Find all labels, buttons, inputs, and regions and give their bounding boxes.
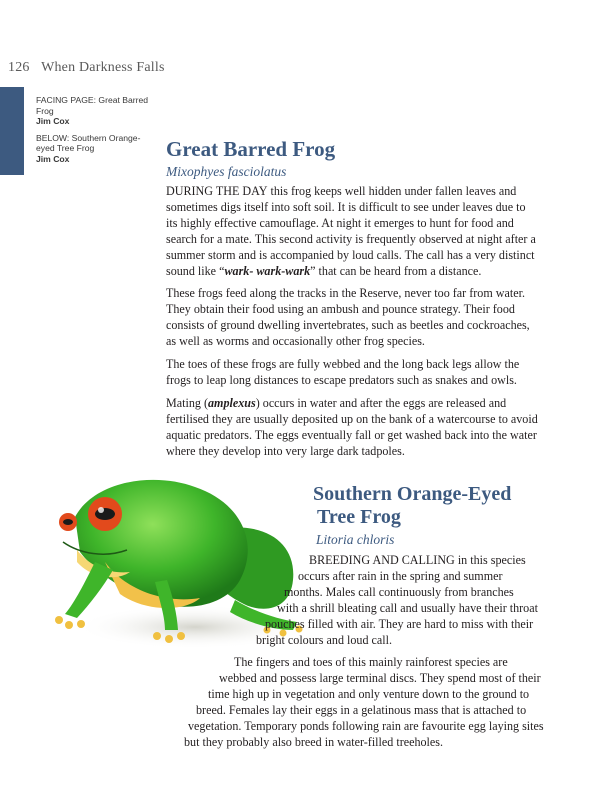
lead-in: DURING THE DAY [166, 184, 268, 198]
photo-captions [36, 95, 151, 171]
paragraph-text: Mating ( [166, 395, 208, 410]
heading-line: Tree Frog [317, 506, 401, 528]
text-line: webbed and possess large terminal discs. They spend most of their [219, 671, 541, 686]
text-line: bright colours and loud call. [256, 632, 393, 647]
paragraph [166, 184, 538, 279]
paragraph: The toes of these frogs are fully webbed and the long back legs allow the frogs to leap long distances to escape predators such as snakes and owls. [166, 357, 520, 387]
text-line: with a shrill bleating call and usually have their throat [277, 600, 538, 615]
paragraph-text: ” that can be heard from a distance. [310, 263, 482, 278]
text-line: time high up in vegetation and only venture down to the ground to [208, 687, 530, 702]
page-number: 126 [8, 60, 30, 75]
caption-text: BELOW: Southern Orange-eyed Tree Frog [36, 132, 141, 154]
paragraph [166, 396, 538, 460]
paragraph-text: ) occurs in water and after the eggs are released and fertilised they are usually deposited up on the bank of a watercourse to avoid aquatic predators. The eggs eventually fall or get washed back into the water where they develop into very large dark tadpoles. [166, 395, 538, 458]
section-heading-orange-eyed-tree-frog [313, 483, 511, 529]
running-head-title: When Darkness Falls [41, 60, 165, 75]
section-heading-great-barred-frog: Great Barred Frog [166, 137, 336, 161]
text-line: pouches filled with air. They are hard to miss with their [265, 616, 534, 631]
text-line [176, 553, 548, 569]
heading-line: Southern Orange-Eyed [313, 483, 512, 505]
text-line: breed. Females lay their eggs in a gelatinous mass that is attached to [196, 703, 527, 718]
frog-eye-icon [88, 497, 122, 531]
term-amplexus: amplexus [208, 395, 256, 410]
caption-credit: Jim Cox [36, 153, 70, 164]
text-line: but they probably also breed in water-filled treeholes. [184, 734, 444, 749]
text-line: The fingers and toes of this mainly rainforest species are [234, 655, 508, 670]
caption-credit: Jim Cox [36, 116, 70, 127]
caption-accent-bar [0, 87, 24, 175]
lead-in: BREEDING AND CALLING [309, 553, 455, 567]
line-text: in this species [454, 553, 526, 567]
call-sound: wark- wark-wark [224, 263, 311, 278]
great-barred-frog-body [166, 184, 538, 467]
caption-facing-page [36, 95, 151, 127]
scientific-name-litoria: Litoria chloris [316, 532, 395, 547]
running-head [8, 60, 165, 76]
scientific-name-mixophyes: Mixophyes fasciolatus [166, 164, 287, 179]
caption-text: FACING PAGE: Great Barred Frog [36, 95, 149, 116]
paragraph-text: this frog keeps well hidden under fallen leaves and sometimes digs itself into soft soil. It is difficult to see under leaves due to its highly effective camouflage. At night it emerges to hunt for food and search for a mate. This second activity is frequently observed at night after a summer storm and is accompanied by loud calls. The call has a very distinct sound like “ [166, 184, 536, 278]
frog-far-eye-icon [59, 513, 77, 531]
text-line: months. Males call continuously from branches [284, 584, 514, 599]
text-line: vegetation. Temporary ponds following rain are favourite egg laying sites [188, 719, 544, 734]
caption-below [36, 133, 151, 165]
paragraph: These frogs feed along the tracks in the Reserve, never too far from water. They obtain their food using an ambush and pounce strategy. Their food consists of ground dwelling invertebrates, such as beetles and cockroaches, as well as worms and occasionally other frog species. [166, 286, 530, 349]
text-line: occurs after rain in the spring and summer [298, 568, 503, 583]
tree-frog-body [176, 553, 548, 751]
